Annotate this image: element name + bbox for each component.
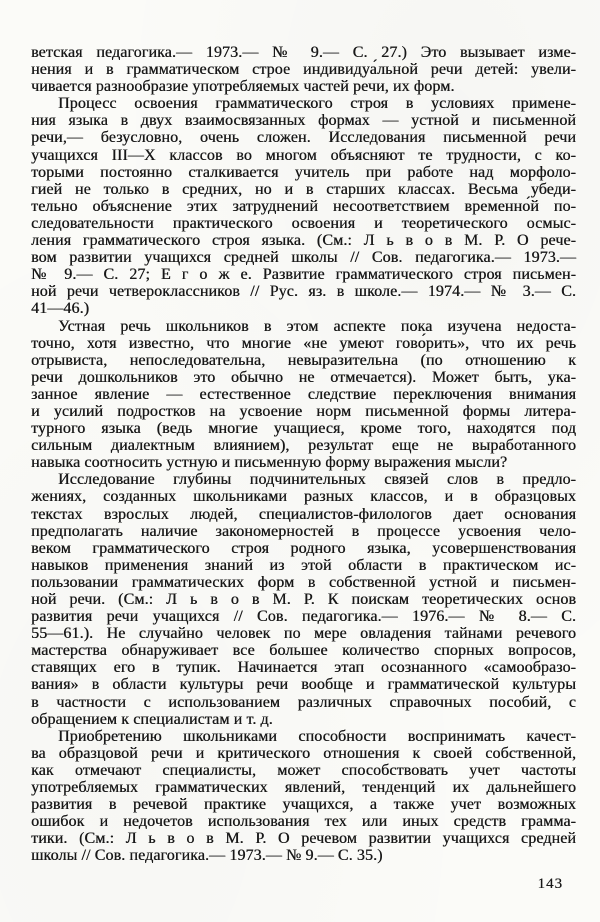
- text-line: торыми постоянно сталкивается учитель при работе над морфоло-: [31, 163, 576, 181]
- text-line: точно, хотя известно, что многие «не умеют гово́рить», что их речь: [31, 334, 576, 352]
- text-line: речи дошкольников это обычно не отмечается). Может быть, ука-: [31, 368, 576, 386]
- text-line: занное явление — естественное следствие переключения внимания: [31, 385, 576, 403]
- text-line: обращением к специалистам и т. д.: [31, 710, 273, 728]
- text-line: ления грамматического строя языка. (См.: Л ь в о в М. Р. О рече-: [31, 232, 576, 250]
- text-line: как отмечают специалисты, может способствовать учет частоты: [31, 761, 576, 779]
- text-line: ной речи четвероклассников // Рус. яз. в школе.— 1974.— № 3.— С.: [31, 283, 576, 301]
- text-line: мастерства обнаруживает все большее количество спорных вопросов,: [31, 642, 576, 660]
- text-line: учащихся III—X классов во многом объясняют те трудности, с ко-: [31, 146, 576, 164]
- text-line: ветская педагогика.— 1973.— № 9.— С. 27.) Это вызывает изме-: [31, 44, 576, 61]
- text-line: гией не только в средних, но и в старших классах. Весьма убеди-: [31, 180, 576, 198]
- text-line: и усилий подростков на усвоение норм письменной формы литера-: [31, 402, 576, 420]
- text-line: текстах взрослых людей, специалистов-филологов дает основания: [31, 505, 576, 523]
- text-line: школы // Сов. педагогика.— 1973.— № 9.— С. 35.): [31, 847, 383, 865]
- text-line: развития речи учащихся // Сов. педагогика.— 1976.— № 8.— С.: [31, 608, 576, 626]
- text-line: жениях, созданных школьниками разных классов, и в образцовых: [31, 488, 576, 506]
- text-line: ния языка в двух взаимосвязанных формах — устной и письменной: [31, 112, 576, 130]
- text-line: тики. (См.: Л ь в о в М. Р. О речевом развитии учащихся средней: [31, 830, 576, 848]
- page-number: 143: [537, 875, 563, 892]
- text-line: отрывиста, непоследовательна, невыразительна (по отношению к: [31, 351, 576, 369]
- text-line: 41—46.): [31, 300, 90, 318]
- text-line: ной речи. (См.: Л ь в о в М. Р. К поискам теоретических основ: [31, 591, 576, 608]
- text-line: ва образцовой речи и критического отношения к своей собственной,: [31, 744, 576, 762]
- text-line: навыка соотносить устную и письменную форму выражения мысли?: [31, 454, 508, 472]
- text-line: вом развитии учащихся средней школы // Сов. педагогика.— 1973.—: [31, 249, 576, 267]
- text-line: ошибок и недочетов использования тех или иных средств грамма-: [31, 813, 576, 831]
- text-line: ставящих его в тупик. Начинается этап осознанного «самообразо-: [31, 659, 576, 677]
- text-line: сильным диалектным влиянием), результат еще не выработанного: [31, 437, 576, 455]
- text-line: в частности с использованием различных справочных пособий, с: [31, 693, 576, 711]
- text-line: нения и в грамматическом строе индивидуа́льной речи детей: увели-: [31, 61, 576, 79]
- text-line: Исследование глубины подчинительных связей слов в предло-: [58, 471, 576, 489]
- text-line: Приобретению школьниками способности воспринимать качест-: [58, 727, 576, 745]
- text-line: пользовании грамматических форм в собственной устной и письмен-: [31, 573, 576, 591]
- text-line: следовательности практического освоения и теоретического осмыс-: [31, 214, 576, 232]
- text-line: Процесс освоения грамматического строя в условиях примене-: [58, 95, 576, 113]
- text-line: Устная речь школьников в этом аспекте пока изучена недоста-: [58, 317, 576, 335]
- text-line: веком грамматического строя родного языка, усовершенствования: [31, 539, 576, 557]
- text-line: вания» в области культуры речи вообще и грамматической культуры: [31, 676, 576, 694]
- text-line: № 9.— С. 27; Е г о ж е. Развитие грамматического строя письмен-: [31, 266, 576, 284]
- text-line: употребляемых грамматических явлений, тенденций их дальнейшего: [31, 779, 576, 797]
- text-line: 55—61.). Не случайно человек по мере овладения тайнами речевого: [31, 625, 576, 643]
- text-line: предполагать наличие закономерностей в процессе усвоения чело-: [31, 522, 576, 540]
- text-line: речи,— безусловно, очень сложен. Исследования письменной речи: [31, 129, 576, 147]
- page-text: [31, 44, 576, 865]
- text-line: чивается разнообразие употребляемых частей речи, их форм.: [31, 78, 455, 96]
- text-line: тельно объяснение этих затруднений несоответствием временно́й по-: [31, 197, 576, 215]
- text-line: развития в речевой практике учащихся, а также учет возможных: [31, 796, 576, 814]
- text-line: турного языка (ведь многие учащиеся, кроме того, находятся под: [31, 420, 576, 438]
- text-line: навыков применения знаний из этой области в практическом ис-: [31, 556, 576, 574]
